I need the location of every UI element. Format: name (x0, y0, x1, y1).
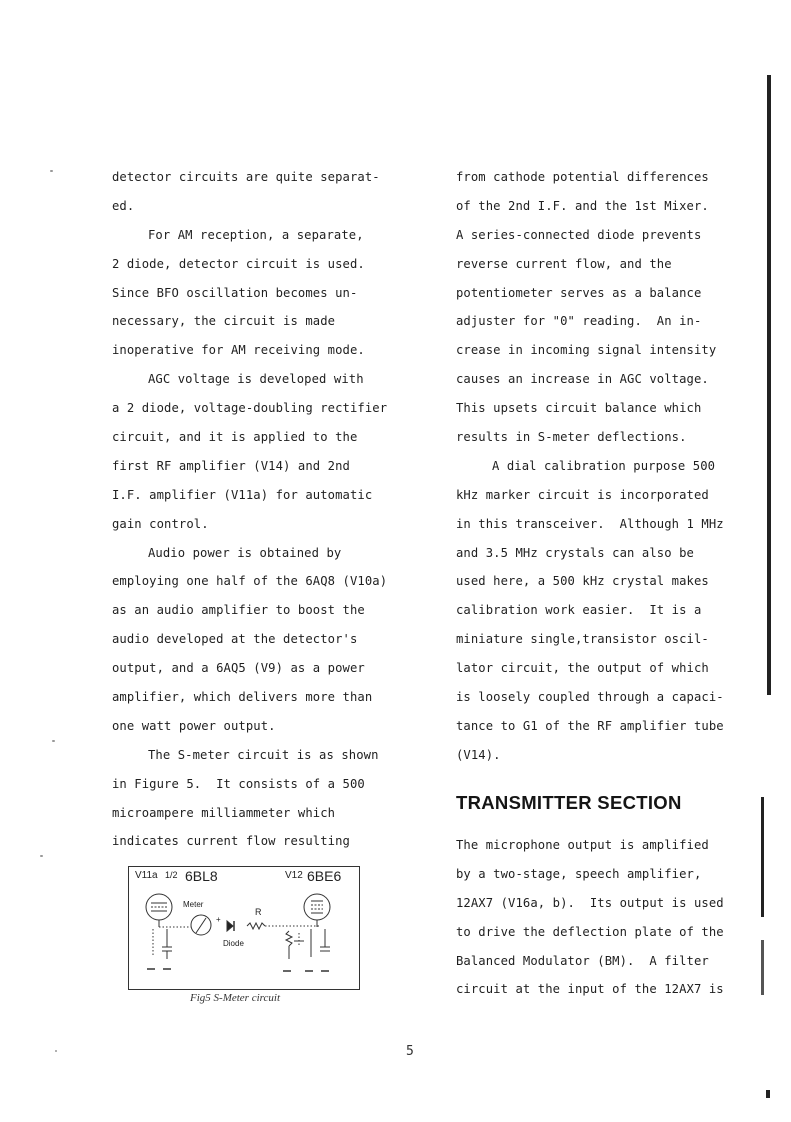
transmitter-line: to drive the deflection plate of the (456, 924, 724, 939)
left-column-line: output, and a 6AQ5 (V9) as a power (112, 661, 365, 676)
right-column-line: tance to G1 of the RF amplifier tube (456, 718, 724, 733)
tube-right-type: 6BE6 (307, 868, 342, 884)
left-column-line: first RF amplifier (V14) and 2nd (112, 458, 350, 473)
scan-edge-bar (761, 797, 764, 917)
left-column-line: For AM reception, a separate, (148, 227, 364, 242)
diode-symbol (227, 921, 233, 931)
right-column-line: kHz marker circuit is incorporated (456, 487, 709, 502)
tube-right-prefix: V12 (285, 870, 303, 881)
left-column (112, 163, 412, 856)
tube-left-prefix: V11a (135, 870, 158, 881)
left-column-line: as an audio amplifier to boost the (112, 603, 365, 618)
right-column-line: calibration work easier. It is a (456, 603, 702, 618)
right-column-line: causes an increase in AGC voltage. (456, 372, 709, 387)
left-column-line: 2 diode, detector circuit is used. (112, 256, 365, 271)
tube-left-type: 6BL8 (185, 868, 218, 884)
right-column-line: miniature single,transistor oscil- (456, 632, 709, 647)
page-number: 5 (406, 1044, 414, 1059)
tube-left-fraction: 1/2 (165, 870, 178, 880)
right-column-line: reverse current flow, and the (456, 256, 672, 271)
left-column-line: detector circuits are quite separat- (112, 170, 380, 184)
left-column-line: employing one half of the 6AQ8 (V10a) (112, 574, 388, 589)
transmitter-column (456, 831, 756, 1004)
right-column-line: results in S-meter deflections. (456, 430, 687, 445)
left-column-line: I.F. amplifier (V11a) for automatic (112, 487, 373, 502)
plus-label: + (216, 915, 221, 924)
transmitter-line: Balanced Modulator (BM). A filter (456, 953, 709, 968)
scan-speck (40, 855, 43, 857)
left-column-line: indicates current flow resulting (112, 834, 350, 849)
circuit-schematic (129, 867, 359, 989)
left-column-line: necessary, the circuit is made (112, 314, 336, 329)
right-column-line: in this transceiver. Although 1 MHz (456, 516, 724, 531)
scan-speck (55, 1050, 57, 1052)
right-column-line: of the 2nd I.F. and the 1st Mixer. (456, 198, 709, 213)
left-column-line: amplifier, which delivers more than (112, 690, 373, 705)
left-column-line: Audio power is obtained by (148, 545, 342, 560)
scan-edge-bar (767, 75, 771, 695)
left-column-line: Since BFO oscillation becomes un- (112, 285, 358, 300)
left-column-line: circuit, and it is applied to the (112, 430, 358, 445)
left-column-line: audio developed at the detector's (112, 632, 358, 647)
right-column-line: is loosely coupled through a capaci- (456, 690, 724, 705)
resistor-symbol (247, 923, 265, 929)
right-column-line: and 3.5 MHz crystals can also be (456, 545, 694, 560)
left-column-line: inoperative for AM receiving mode. (112, 343, 365, 358)
right-column-line: lator circuit, the output of which (456, 661, 709, 676)
right-column (456, 163, 756, 770)
transmitter-line: by a two-stage, speech amplifier, (456, 866, 702, 881)
transmitter-line: circuit at the input of the 12AX7 is (456, 982, 724, 997)
s-meter-circuit-figure (128, 866, 360, 990)
scan-edge-mark (766, 1090, 770, 1098)
left-column-line: The S-meter circuit is as shown (148, 747, 379, 762)
tube-right-symbol (304, 894, 330, 920)
left-column-line: microampere milliammeter which (112, 805, 336, 820)
right-column-line: used here, a 500 kHz crystal makes (456, 574, 709, 589)
left-column-line: one watt power output. (112, 718, 276, 733)
transmitter-line: 12AX7 (V16a, b). Its output is used (456, 895, 724, 910)
scan-edge-bar (761, 940, 764, 995)
right-column-line: adjuster for "0" reading. An in- (456, 314, 702, 329)
scan-speck (52, 740, 55, 742)
left-column-line: in Figure 5. It consists of a 500 (112, 776, 365, 791)
right-column-line: This upsets circuit balance which (456, 401, 702, 416)
right-column-line: potentiometer serves as a balance (456, 285, 702, 300)
right-column-line: A dial calibration purpose 500 (492, 458, 716, 473)
transmitter-line: The microphone output is amplified (456, 838, 709, 852)
figure-caption: Fig5 S-Meter circuit (190, 992, 281, 1004)
right-column-line: from cathode potential differences (456, 170, 709, 184)
section-heading: TRANSMITTER SECTION (456, 792, 682, 813)
right-column-line: crease in incoming signal intensity (456, 343, 717, 358)
right-column-line: A series-connected diode prevents (456, 227, 702, 242)
resistor-label: R (255, 907, 262, 917)
potentiometer-symbol (286, 931, 292, 946)
left-column-line: AGC voltage is developed with (148, 372, 364, 387)
scan-speck (50, 170, 53, 172)
meter-label: Meter (183, 900, 204, 909)
right-column-line: (V14). (456, 747, 501, 762)
left-column-line: ed. (112, 198, 135, 213)
left-column-line: gain control. (112, 516, 209, 531)
left-column-line: a 2 diode, voltage-doubling rectifier (112, 401, 388, 416)
diode-label: Diode (223, 939, 244, 948)
